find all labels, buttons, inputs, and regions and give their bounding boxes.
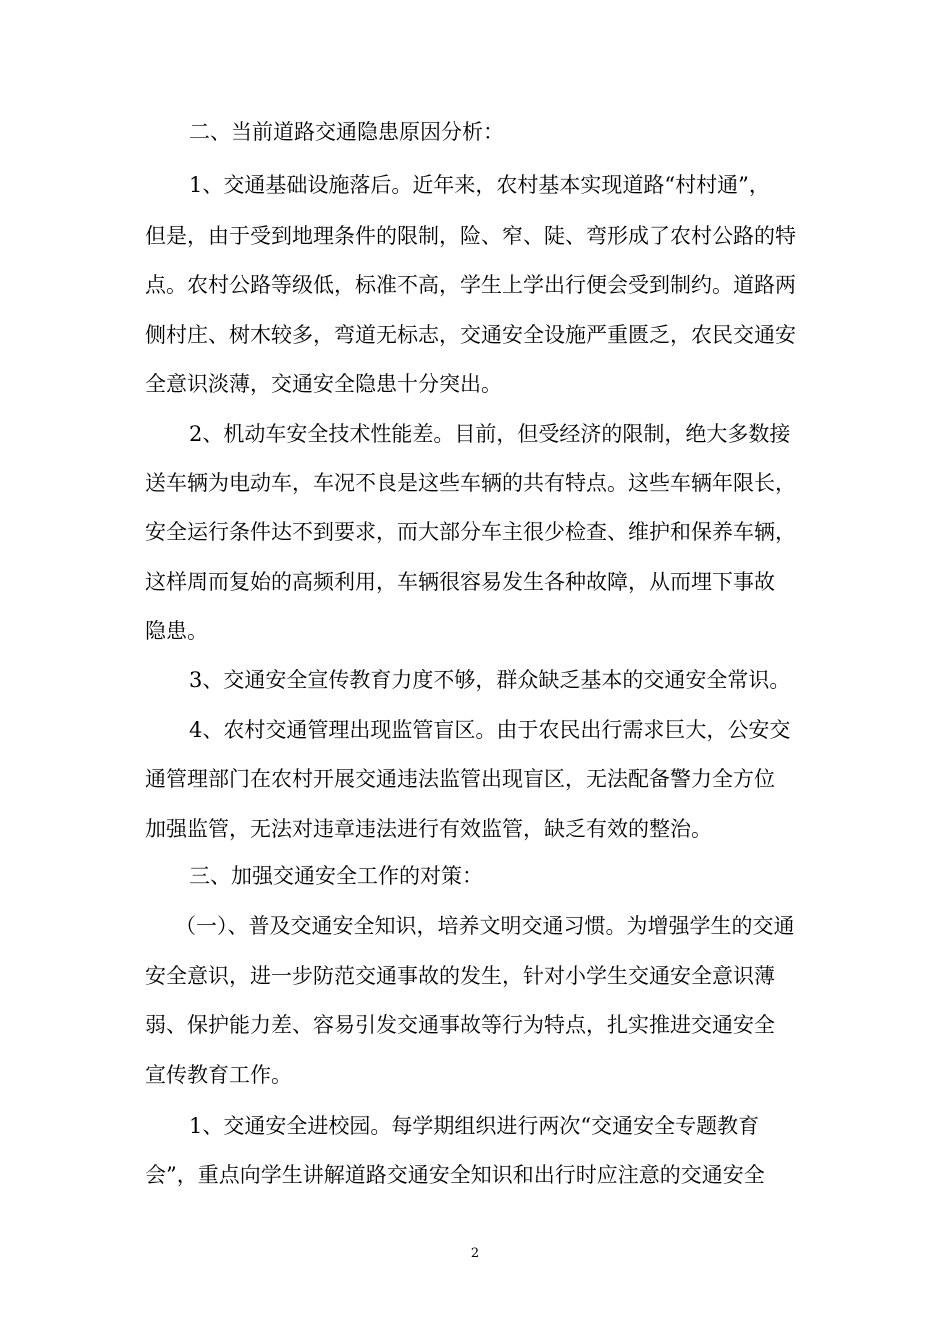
text-line: 加强监管，无法对违章违法进行有效监管，缺乏有效的整治。 — [145, 817, 712, 841]
text-line: 点。农村公路等级低，标准不高，学生上学出行便会受到制约。道路两 — [145, 273, 796, 297]
text-line: 侧村庄、树木较多，弯道无标志，交通安全设施严重匮乏，农民交通安 — [145, 323, 796, 347]
section-heading-3: 三、加强交通安全工作的对策： — [189, 864, 483, 888]
text-line: 通管理部门在农村开展交通违法监管出现盲区，无法配备警力全方位 — [145, 767, 775, 791]
section-heading-2: 二、当前道路交通隐患原因分析： — [189, 120, 504, 144]
text-line: 1、交通安全进校园。每学期组织进行两次“交通安全专题教育 — [189, 1114, 760, 1138]
text-line: 2、机动车安全技术性能差。目前，但受经济的限制，绝大多数接 — [189, 422, 791, 446]
text-line: 送车辆为电动车，车况不良是这些车辆的共有特点。这些车辆年限长， — [145, 471, 796, 495]
text-line: 4、农村交通管理出现监管盲区。由于农民出行需求巨大，公安交 — [189, 718, 791, 742]
text-line: 这样周而复始的高频利用，车辆很容易发生各种故障，从而埋下事故 — [145, 570, 775, 594]
text-line: 隐患。 — [145, 619, 208, 643]
text-line: 3、交通安全宣传教育力度不够，群众缺乏基本的交通安全常识。 — [189, 668, 791, 692]
text-line: 但是，由于受到地理条件的限制，险、窄、陡、弯形成了农村公路的特 — [145, 224, 796, 248]
text-line: （一）、普及交通安全知识，培养文明交通习惯。为增强学生的交通 — [175, 914, 795, 938]
text-line: 安全意识，进一步防范交通事故的发生，针对小学生交通安全意识薄 — [145, 964, 775, 988]
page-number: 2 — [470, 1246, 480, 1261]
text-line: 宣传教育工作。 — [145, 1063, 292, 1087]
text-line: 1、交通基础设施落后。近年来，农村基本实现道路“村村通”， — [189, 173, 770, 197]
text-line: 会”，重点向学生讲解道路交通安全知识和出行时应注意的交通安全 — [145, 1163, 765, 1187]
text-line: 安全运行条件达不到要求，而大部分车主很少检查、维护和保养车辆， — [145, 520, 796, 544]
text-line: 弱、保护能力差、容易引发交通事故等行为特点，扎实推进交通安全 — [145, 1013, 775, 1037]
text-line: 全意识淡薄，交通安全隐患十分突出。 — [145, 372, 502, 396]
